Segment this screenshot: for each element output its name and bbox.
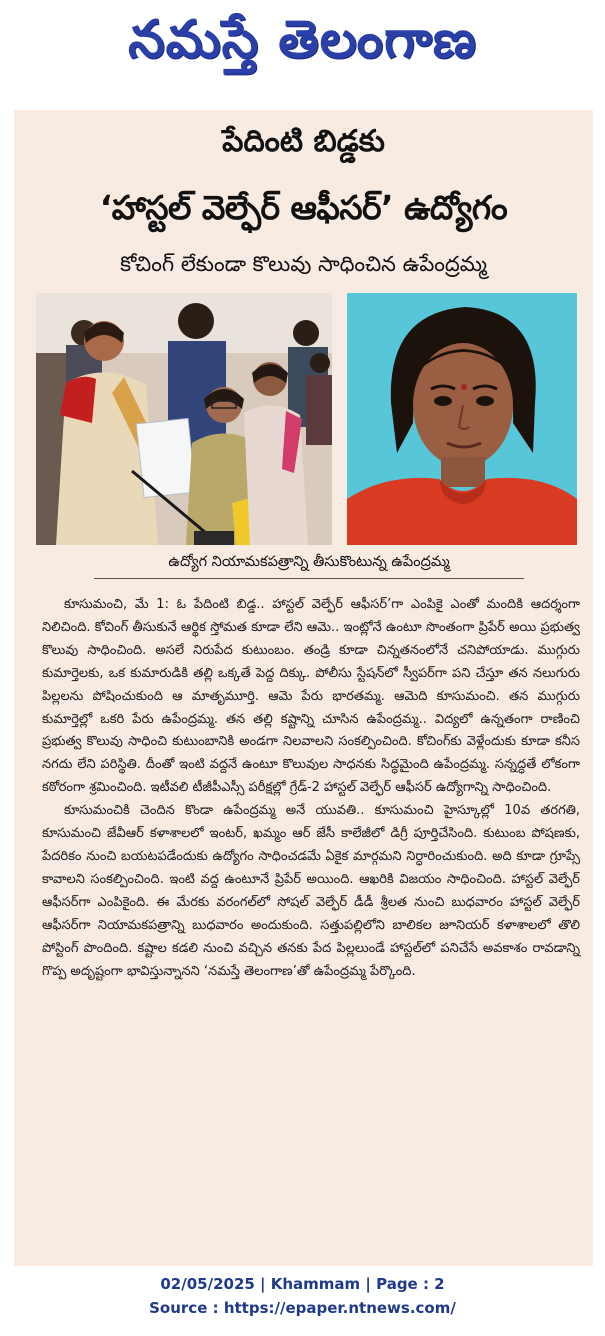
- article-subhead: కోచింగ్ లేకుండా కొలువు సాధించిన ఉపేంద్రమ్మ: [120, 252, 487, 276]
- article-paragraph: కూసుమంచికి చెందిన కొండా ఉపేంద్రమ్మ అనే యువతి.. కూసుమంచి హైస్కూల్లో 10వ తరగతి, కూసుమంచి జేవీఆర్ కళాశాలలో ఇంటర్, ఖమ్మం ఆర్ జేసీ కాలేజీలో డిగ్రీ పూర్తిచేసింది. కుటుంబ పోషణకు, పేదరికం నుంచి బయటపడేందుకు ఉద్యోగం సాధించడమే ఏకైక మార్గమని నిర్ధారించుకుంది. అది కూడా గ్రూప్సే కావాలని సంకల్పించింది. ఇంటి వద్ద ఉంటూనే ప్రిపేర్ అయింది. ఆఖరికి విజయం సాధించింది. హాస్టల్ వెల్ఫేర్ ఆఫీసర్‌గా ఎంపికైంది. ఈ మేరకు వరంగల్‌లో సోషల్ వెల్ఫేర్ డీడీ శ్రీలత నుంచి బుధవారం హాస్టల్ వెల్ఫేర్ ఆఫీసర్‌గా నియామకపత్రాన్ని బుధవారం అందుకుంది. సత్తుపల్లిలోని బాలికల జూనియర్ కళాశాలలో తొలి పోస్టింగ్ పొందింది. కష్టాల కడలి నుంచి వచ్చిన తనకు పేద పిల్లలుండే హాస్టల్‌లో పనిచేసే అవకాశం రావడాన్ని గొప్ప అదృష్టంగా భావిస్తున్నానని ‘నమస్తే తెలంగాణ’తో ఉపేంద్రమ్మ పేర్కొంది.: [42, 803, 580, 979]
- date-edition-page: 02/05/2025 | Khammam | Page : 2: [160, 1275, 445, 1293]
- newspaper-logo: నమస్తే తెలంగాణ: [128, 9, 477, 70]
- masthead: [0, 0, 605, 92]
- source-footer: [0, 1272, 605, 1320]
- upendramma-portrait-photo: [347, 293, 577, 545]
- appointment-ceremony-photo: [36, 293, 332, 545]
- article-clipping: [14, 110, 593, 1266]
- source-link[interactable]: Source : https://epaper.ntnews.com/: [149, 1299, 456, 1317]
- article-body: [42, 594, 580, 983]
- article-headline: ‘హాస్టల్ వెల్ఫేర్ ఆఫీసర్’ ఉద్యోగం: [99, 188, 508, 227]
- article-paragraph: కూసుమంచి, మే 1: ఓ పేదింటి బిడ్డ.. హాస్టల్ వెల్ఫేర్ ఆఫీసర్’గా ఎంపికై ఎంతో మందికి ఆదర్శంగా నిలిచింది. కోచింగ్ తీసుకునే ఆర్థిక స్తోమత కూడా లేని ఆమె.. ఇంట్లోనే ఉంటూ సొంతంగా ప్రిపేర్ అయి ప్రభుత్వ కొలువు సాధించింది. అసలే నిరుపేద కుటుంబం. తండ్రి కూడా చిన్నతనంలోనే చనిపోయాడు. ముగ్గురు కుమార్తెలకు, ఒక కుమారుడికి తల్లి ఒక్కతే పెద్ద దిక్కు. పోలీసు స్టేషన్‌లో స్వీపర్‌గా పని చేస్తూ తన నలుగురు పిల్లలను పోషించుకుంది ఆ మాతృమూర్తి. ఆమె పేరు భారతమ్మ. ఆమెది కూసుమంచి. తన ముగ్గురు కుమార్తెల్లో ఒకరి పేరు ఉపేంద్రమ్మ. తన తల్లి కష్టాన్ని చూసిన ఉపేంద్రమ్మ.. విద్యలో ఉన్నతంగా రాణించి ప్రభుత్వ కొలువు సాధించి కుటుంబానికి అండగా నిలవాలని సంకల్పించింది. కోచింగ్‌కు వెళ్లేందుకు కూడా కనీస నగదు లేని పరిస్థితి. దీంతో ఇంటి వద్దనే ఉంటూ కొలువుల సాధనకు సిద్ధమైంది ఉపేంద్రమ్మ. సన్నద్ధతే లోకంగా కఠోరంగా శ్రమించింది. ఇటీవలి టీజీపీఎస్సీ పరీక్షల్లో గ్రేడ్-2 హాస్టల్ వెల్ఫేర్ ఆఫీసర్ ఉద్యోగాన్ని సాధించింది.: [42, 597, 580, 796]
- photo-caption: ఉద్యోగ నియామకపత్రాన్ని తీసుకొంటున్న ఉపేంద్రమ్మ: [94, 554, 524, 579]
- article-kicker: పేదింటి బిడ్డకు: [222, 124, 385, 159]
